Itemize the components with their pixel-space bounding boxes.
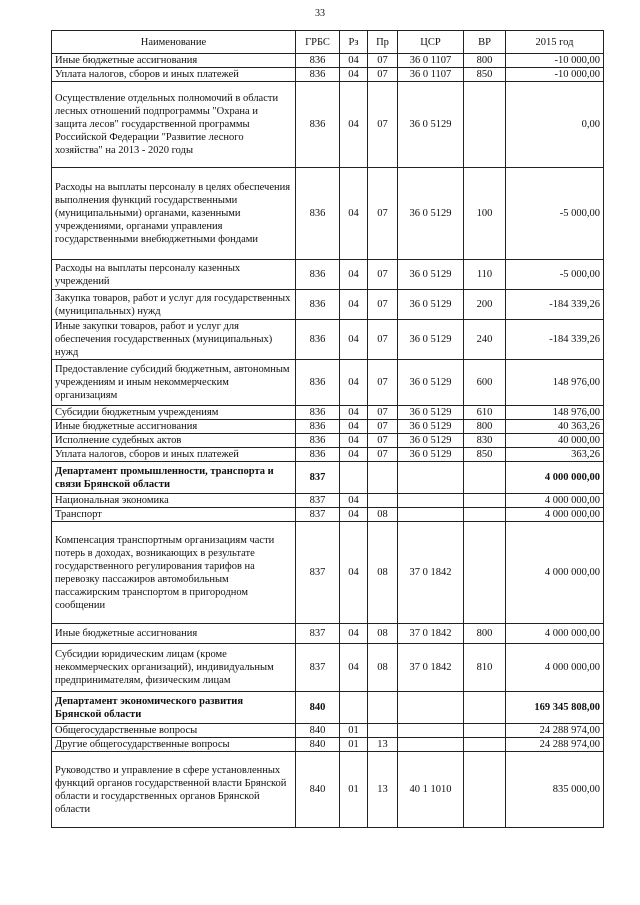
row-pr: 08 — [368, 522, 398, 624]
row-csr: 37 0 1842 — [398, 644, 464, 692]
row-rz: 04 — [340, 260, 368, 290]
row-grbs: 836 — [296, 434, 340, 448]
row-grbs: 836 — [296, 320, 340, 360]
row-pr — [368, 724, 398, 738]
row-grbs: 836 — [296, 420, 340, 434]
row-csr: 36 0 5129 — [398, 360, 464, 406]
row-name: Общегосударственные вопросы — [52, 724, 296, 738]
row-csr: 36 0 5129 — [398, 290, 464, 320]
row-pr: 07 — [368, 360, 398, 406]
row-name: Предоставление субсидий бюджетным, автономным учреждениям и иным некоммерческим организациям — [52, 360, 296, 406]
row-name: Субсидии бюджетным учреждениям — [52, 406, 296, 420]
row-rz: 04 — [340, 448, 368, 462]
row-pr — [368, 692, 398, 724]
row-vr — [464, 508, 506, 522]
row-csr: 40 1 1010 — [398, 752, 464, 828]
row-vr — [464, 738, 506, 752]
row-name: Уплата налогов, сборов и иных платежей — [52, 448, 296, 462]
table-row — [52, 724, 604, 738]
row-name: Компенсация транспортным организациям части потерь в доходах, возникающих в результате государственного регулирования тарифов на перевозку пассажиров автомобильным пассажирским транспортом в пригородном сообщении — [52, 522, 296, 624]
row-csr: 36 0 5129 — [398, 168, 464, 260]
table-row — [52, 522, 604, 624]
row-csr: 36 0 5129 — [398, 260, 464, 290]
row-amount: 4 000 000,00 — [506, 494, 604, 508]
budget-table — [51, 30, 604, 828]
row-name: Национальная экономика — [52, 494, 296, 508]
row-amount: -5 000,00 — [506, 260, 604, 290]
header-rz: Рз — [340, 31, 368, 54]
row-amount: 169 345 808,00 — [506, 692, 604, 724]
table-row — [52, 494, 604, 508]
row-pr: 07 — [368, 54, 398, 68]
table-row — [52, 68, 604, 82]
row-name: Транспорт — [52, 508, 296, 522]
row-vr — [464, 82, 506, 168]
row-rz: 04 — [340, 494, 368, 508]
table-row — [52, 360, 604, 406]
table-row — [52, 508, 604, 522]
table-row — [52, 290, 604, 320]
row-grbs: 836 — [296, 54, 340, 68]
row-csr: 37 0 1842 — [398, 624, 464, 644]
row-csr — [398, 738, 464, 752]
row-amount: 40 363,26 — [506, 420, 604, 434]
row-pr: 13 — [368, 738, 398, 752]
row-grbs: 840 — [296, 692, 340, 724]
row-csr: 36 0 1107 — [398, 54, 464, 68]
row-vr: 100 — [464, 168, 506, 260]
row-name: Уплата налогов, сборов и иных платежей — [52, 68, 296, 82]
row-grbs: 837 — [296, 624, 340, 644]
row-vr: 850 — [464, 68, 506, 82]
table-row — [52, 320, 604, 360]
row-grbs: 837 — [296, 522, 340, 624]
row-amount: 24 288 974,00 — [506, 724, 604, 738]
row-grbs: 840 — [296, 752, 340, 828]
table-row — [52, 82, 604, 168]
row-grbs: 837 — [296, 644, 340, 692]
row-name: Иные закупки товаров, работ и услуг для обеспечения государственных (муниципальных) нужд — [52, 320, 296, 360]
row-csr: 36 0 5129 — [398, 448, 464, 462]
row-rz: 04 — [340, 82, 368, 168]
row-name: Руководство и управление в сфере установленных функций органов государственной власти Брянской области и государственных органов Брянской области — [52, 752, 296, 828]
table-row — [52, 448, 604, 462]
row-pr: 07 — [368, 406, 398, 420]
row-amount: 0,00 — [506, 82, 604, 168]
header-vr: ВР — [464, 31, 506, 54]
row-csr — [398, 462, 464, 494]
row-vr — [464, 752, 506, 828]
row-vr: 800 — [464, 624, 506, 644]
row-grbs: 836 — [296, 168, 340, 260]
table-row — [52, 752, 604, 828]
row-vr — [464, 462, 506, 494]
header-year: 2015 год — [506, 31, 604, 54]
row-name: Иные бюджетные ассигнования — [52, 420, 296, 434]
row-grbs: 837 — [296, 494, 340, 508]
row-pr: 07 — [368, 448, 398, 462]
row-name: Иные бюджетные ассигнования — [52, 54, 296, 68]
row-csr: 36 0 5129 — [398, 406, 464, 420]
row-rz: 04 — [340, 644, 368, 692]
row-name: Субсидии юридическим лицам (кроме некоммерческих организаций), индивидуальным предпринимателям, физическим лицам — [52, 644, 296, 692]
row-csr — [398, 508, 464, 522]
row-vr: 200 — [464, 290, 506, 320]
row-csr: 36 0 5129 — [398, 82, 464, 168]
row-pr: 07 — [368, 260, 398, 290]
row-amount: 24 288 974,00 — [506, 738, 604, 752]
row-amount: 40 000,00 — [506, 434, 604, 448]
row-pr: 07 — [368, 82, 398, 168]
table-row — [52, 260, 604, 290]
row-pr: 08 — [368, 624, 398, 644]
row-rz — [340, 692, 368, 724]
header-pr: Пр — [368, 31, 398, 54]
table-row — [52, 738, 604, 752]
table-row — [52, 420, 604, 434]
row-csr: 36 0 5129 — [398, 434, 464, 448]
row-grbs: 836 — [296, 290, 340, 320]
row-name: Другие общегосударственные вопросы — [52, 738, 296, 752]
row-vr — [464, 494, 506, 508]
row-amount: -10 000,00 — [506, 54, 604, 68]
table-row — [52, 54, 604, 68]
row-pr: 07 — [368, 68, 398, 82]
row-pr: 07 — [368, 320, 398, 360]
row-amount: 4 000 000,00 — [506, 624, 604, 644]
row-pr: 07 — [368, 434, 398, 448]
row-vr — [464, 522, 506, 624]
row-rz: 04 — [340, 434, 368, 448]
row-name: Иные бюджетные ассигнования — [52, 624, 296, 644]
row-name: Исполнение судебных актов — [52, 434, 296, 448]
row-rz: 04 — [340, 508, 368, 522]
row-amount: 835 000,00 — [506, 752, 604, 828]
row-amount: 148 976,00 — [506, 360, 604, 406]
row-name: Осуществление отдельных полномочий в области лесных отношений подпрограммы "Охрана и защита лесов" государственной программы Российской Федерации "Развитие лесного хозяйства" на 2013 - 2020 годы — [52, 82, 296, 168]
row-csr: 36 0 5129 — [398, 420, 464, 434]
row-pr: 08 — [368, 508, 398, 522]
row-amount: -5 000,00 — [506, 168, 604, 260]
row-vr: 110 — [464, 260, 506, 290]
row-amount: 4 000 000,00 — [506, 462, 604, 494]
row-name: Расходы на выплаты персоналу казенных учреждений — [52, 260, 296, 290]
row-pr: 07 — [368, 168, 398, 260]
row-vr: 600 — [464, 360, 506, 406]
header-csr: ЦСР — [398, 31, 464, 54]
row-amount: 363,26 — [506, 448, 604, 462]
row-csr: 36 0 5129 — [398, 320, 464, 360]
row-pr — [368, 494, 398, 508]
row-vr: 610 — [464, 406, 506, 420]
table-row — [52, 692, 604, 724]
row-amount: 4 000 000,00 — [506, 522, 604, 624]
table-header-row — [52, 31, 604, 54]
row-rz: 01 — [340, 724, 368, 738]
row-rz: 01 — [340, 738, 368, 752]
row-csr: 36 0 1107 — [398, 68, 464, 82]
row-grbs: 836 — [296, 448, 340, 462]
row-vr: 830 — [464, 434, 506, 448]
row-grbs: 840 — [296, 724, 340, 738]
row-rz: 04 — [340, 420, 368, 434]
header-name: Наименование — [52, 31, 296, 54]
header-grbs: ГРБС — [296, 31, 340, 54]
row-grbs: 836 — [296, 260, 340, 290]
row-vr: 800 — [464, 420, 506, 434]
row-rz: 04 — [340, 522, 368, 624]
row-rz: 04 — [340, 54, 368, 68]
row-grbs: 836 — [296, 68, 340, 82]
row-vr: 240 — [464, 320, 506, 360]
row-name: Департамент промышленности, транспорта и связи Брянской области — [52, 462, 296, 494]
row-rz: 04 — [340, 360, 368, 406]
row-csr — [398, 494, 464, 508]
row-pr: 07 — [368, 290, 398, 320]
table-row — [52, 434, 604, 448]
row-grbs: 836 — [296, 406, 340, 420]
row-vr — [464, 724, 506, 738]
row-name: Департамент экономического развития Брянской области — [52, 692, 296, 724]
row-rz: 04 — [340, 290, 368, 320]
row-grbs: 837 — [296, 508, 340, 522]
row-rz — [340, 462, 368, 494]
row-pr — [368, 462, 398, 494]
row-csr: 37 0 1842 — [398, 522, 464, 624]
row-amount: 4 000 000,00 — [506, 508, 604, 522]
row-vr — [464, 692, 506, 724]
row-amount: 148 976,00 — [506, 406, 604, 420]
row-rz: 04 — [340, 168, 368, 260]
row-vr: 810 — [464, 644, 506, 692]
table-row — [52, 644, 604, 692]
table-row — [52, 462, 604, 494]
row-amount: -10 000,00 — [506, 68, 604, 82]
row-csr — [398, 724, 464, 738]
row-rz: 01 — [340, 752, 368, 828]
row-name: Расходы на выплаты персоналу в целях обеспечения выполнения функций государственными (муниципальными) органами, казенными учреждениями, органами управления государственными внебюджетными фондами — [52, 168, 296, 260]
row-grbs: 836 — [296, 82, 340, 168]
row-grbs: 837 — [296, 462, 340, 494]
row-pr: 07 — [368, 420, 398, 434]
table-row — [52, 168, 604, 260]
row-grbs: 836 — [296, 360, 340, 406]
page-number: 33 — [315, 8, 325, 19]
row-name: Закупка товаров, работ и услуг для государственных (муниципальных) нужд — [52, 290, 296, 320]
row-rz: 04 — [340, 406, 368, 420]
row-rz: 04 — [340, 624, 368, 644]
row-rz: 04 — [340, 68, 368, 82]
table-row — [52, 406, 604, 420]
row-pr: 13 — [368, 752, 398, 828]
row-rz: 04 — [340, 320, 368, 360]
row-csr — [398, 692, 464, 724]
row-amount: -184 339,26 — [506, 320, 604, 360]
row-vr: 800 — [464, 54, 506, 68]
row-vr: 850 — [464, 448, 506, 462]
row-amount: -184 339,26 — [506, 290, 604, 320]
table-row — [52, 624, 604, 644]
row-pr: 08 — [368, 644, 398, 692]
row-amount: 4 000 000,00 — [506, 644, 604, 692]
row-grbs: 840 — [296, 738, 340, 752]
